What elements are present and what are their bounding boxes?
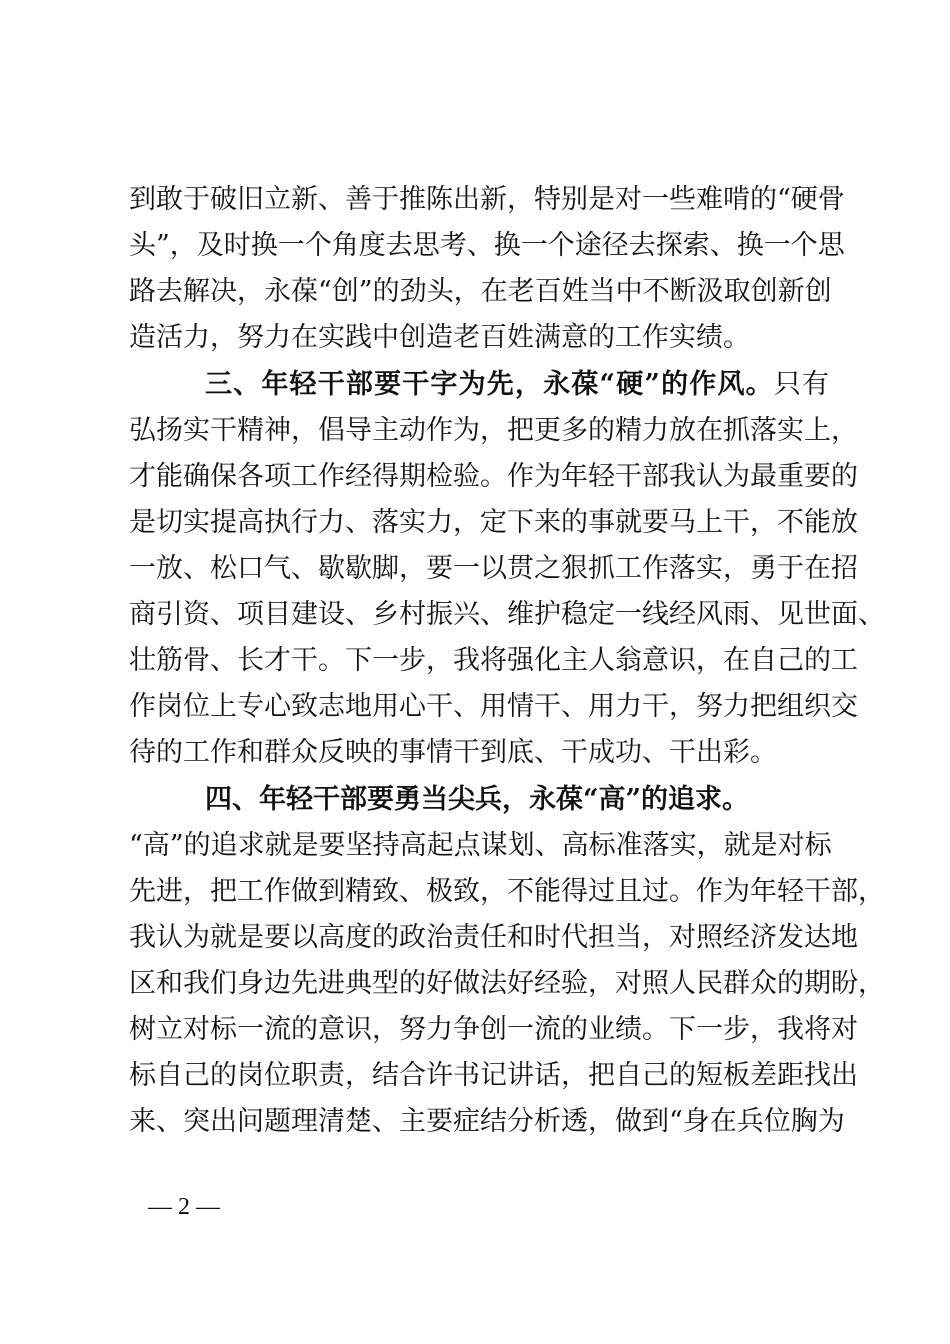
paragraph-line: 路去解决，永葆“创”的劲头，在老百姓当中不断汲取创新创 [129, 276, 832, 307]
paragraph-line: “高”的追求就是要坚持高起点谋划、高标准落实，就是对标 [129, 830, 832, 861]
paragraph-line: 区和我们身边先进典型的好做法好经验，对照人民群众的期盼， [129, 968, 885, 999]
page-number: — 2 — [148, 1194, 220, 1220]
paragraph-line: 先进，把工作做到精致、极致，不能得过且过。作为年轻干部， [129, 876, 885, 907]
section-three-first-line [205, 367, 829, 403]
paragraph-line: 商引资、项目建设、乡村振兴、维护稳定一线经风雨、见世面、 [129, 599, 885, 630]
paragraph-line: 我认为就是要以高度的政治责任和时代担当，对照经济发达地 [129, 922, 858, 953]
paragraph-line: 标自己的岗位职责，结合许书记讲话，把自己的短板差距找出 [129, 1060, 858, 1091]
paragraph-line: 头”，及时换一个角度去思考、换一个途径去探索、换一个思 [129, 230, 845, 261]
paragraph-line: 造活力，努力在实践中创造老百姓满意的工作实绩。 [129, 322, 750, 353]
section-four-heading: 四、年轻干部要勇当尖兵，永葆“高”的追求。 [205, 784, 750, 815]
paragraph-line: 来、突出问题理清楚、主要症结分析透，做到“身在兵位胸为 [129, 1106, 845, 1137]
section-three-first-line-text: 只有 [773, 369, 830, 400]
paragraph-line: 到敢于破旧立新、善于推陈出新，特别是对一些难啃的“硬骨 [129, 184, 845, 215]
paragraph-line: 树立对标一流的意识，努力争创一流的业绩。下一步，我将对 [129, 1014, 858, 1045]
paragraph-line: 壮筋骨、长才干。下一步，我将强化主人翁意识，在自己的工 [129, 645, 858, 676]
paragraph-line: 是切实提高执行力、落实力，定下来的事就要马上干，不能放 [129, 507, 858, 538]
paragraph-line: 才能确保各项工作经得期检验。作为年轻干部我认为最重要的 [129, 461, 858, 492]
paragraph-line: 待的工作和群众反映的事情干到底、干成功、干出彩。 [129, 737, 777, 768]
paragraph-line: 一放、松口气、歇歇脚，要一以贯之狠抓工作落实，勇于在招 [129, 553, 858, 584]
section-three-heading: 三、年轻干部要干字为先，永葆“硬”的作风。 [205, 369, 774, 400]
paragraph-line: 弘扬实干精神，倡导主动作为，把更多的精力放在抓落实上， [129, 415, 858, 446]
paragraph-line: 作岗位上专心致志地用心干、用情干、用力干，努力把组织交 [129, 691, 858, 722]
section-four-heading-line [205, 782, 829, 818]
